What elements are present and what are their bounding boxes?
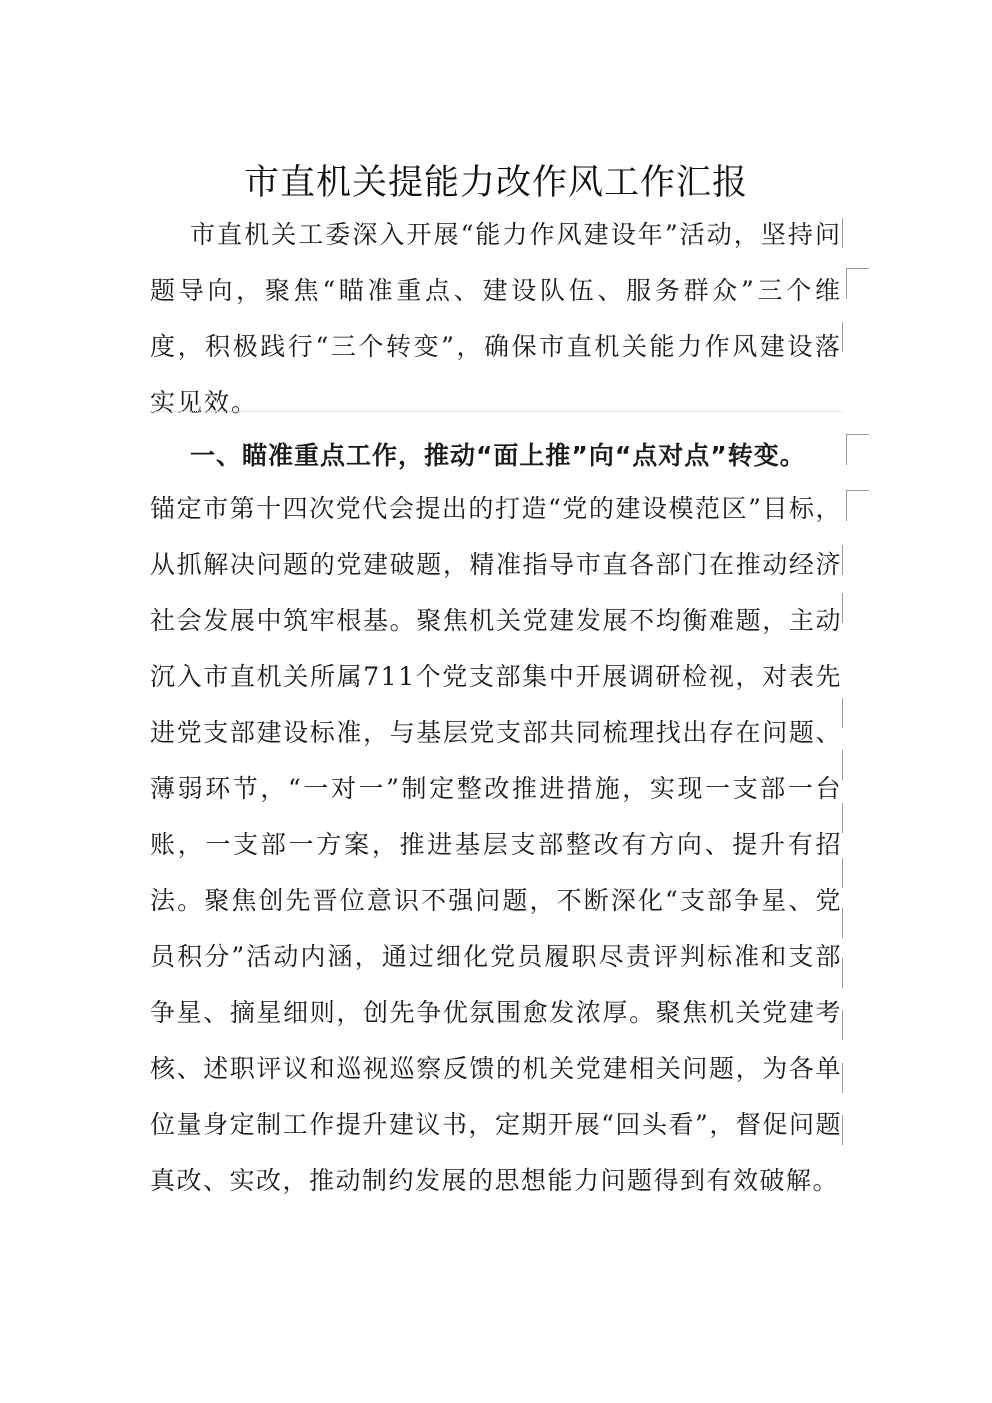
margin-mark	[842, 593, 843, 623]
margin-mark	[846, 268, 869, 299]
margin-mark	[842, 858, 843, 888]
margin-mark	[846, 490, 869, 521]
document-title: 市直机关提能力改作风工作汇报	[243, 163, 748, 204]
margin-mark	[842, 803, 843, 833]
intro-paragraph: 市直机关工委深入开展“能力作风建设年”活动，坚持问题导向，聚焦“瞄准重点、建设队伍、服务群众”三个维度，积极践行“三个转变”，确保市直机关能力作风建设落实见效。	[150, 220, 842, 417]
margin-mark	[842, 1063, 843, 1093]
margin-mark	[842, 750, 843, 780]
margin-mark	[842, 218, 843, 248]
margin-mark	[842, 908, 843, 938]
margin-mark	[842, 698, 843, 728]
margin-mark	[842, 545, 843, 575]
margin-mark	[842, 322, 843, 352]
margin-mark	[846, 434, 869, 465]
margin-mark	[842, 958, 843, 988]
margin-mark	[842, 1010, 843, 1040]
margin-mark	[842, 1115, 843, 1145]
section-heading: 一、瞄准重点工作，推动“面上推”向“点对点”转变。	[190, 441, 806, 470]
section-body-paragraph: 锚定市第十四次党代会提出的打造“党的建设模范区”目标，从抓解决问题的党建破题，精准指导市直各部门在推动经济社会发展中筑牢根基。聚焦机关党建发展不均衡难题，主动沉入市直机关所属711个党支部集中开展调研检视，对表先进党支部建设标准，与基层党支部共同梳理找出存在问题、薄弱环节，“一对一”制定整改推进措施，实现一支部一台账，一支部一方案，推进基层支部整改有方向、提升有招法。聚焦创先晋位意识不强问题，不断深化“支部争星、党员积分”活动内涵，通过细化党员履职尽责评判标准和支部争星、摘星细则，创先争优氛围愈发浓厚。聚焦机关党建考核、述职评议和巡视巡察反馈的机关党建相关问题，为各单位量身定制工作提升建议书，定期开展“回头看”，督促问题真改、实改，推动制约发展的思想能力问题得到有效破解。	[150, 494, 842, 1195]
dotted-divider	[150, 411, 842, 412]
